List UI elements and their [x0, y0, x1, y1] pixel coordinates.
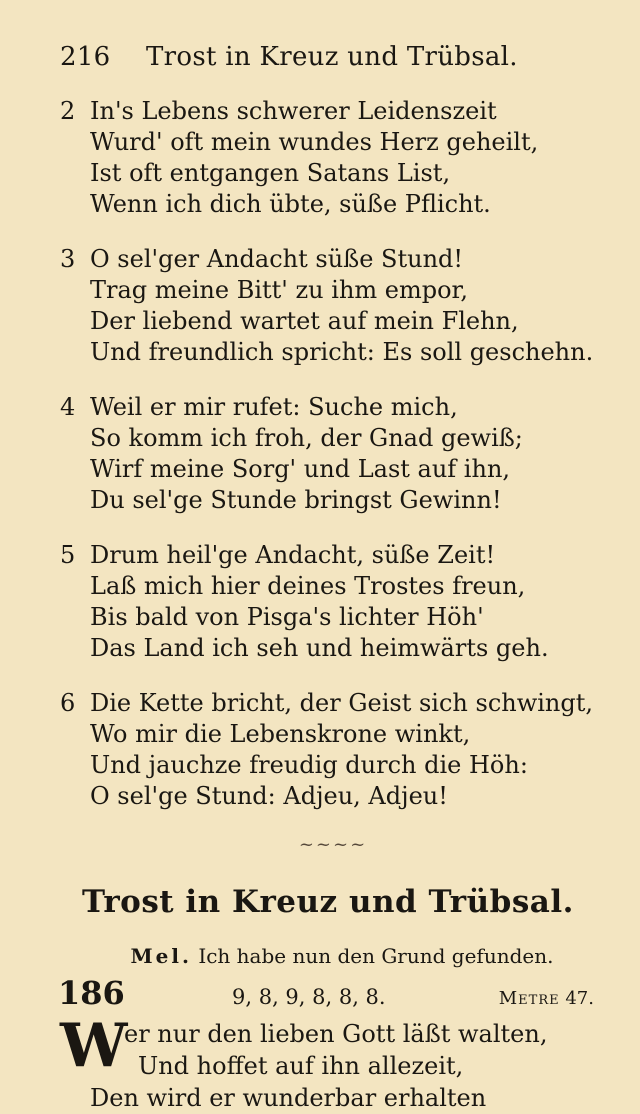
stanza-number: 2 [60, 97, 76, 125]
verse-line: Wenn ich dich übte, süße Pflicht. [90, 190, 491, 218]
mel-label: Mel. [130, 944, 192, 968]
tune-name: Ich habe nun den Grund gefunden. [198, 944, 554, 968]
stanza-lines [90, 392, 596, 516]
verse-line: Du sel'ge Stunde bringst Gewinn! [90, 486, 502, 514]
metre-reference [450, 988, 596, 1009]
stanza-number: 3 [60, 245, 76, 273]
metre-number: 47. [565, 988, 594, 1009]
drop-cap: W [60, 1011, 128, 1081]
stanza-3 [60, 244, 596, 368]
hymn-186-stanza-1 [60, 1011, 596, 1114]
verse-line: Wurd' oft mein wundes Herz geheilt, [90, 128, 539, 156]
verse-line: Und jauchze freudig durch die Höh: [90, 751, 528, 779]
stanza-lines [90, 96, 596, 220]
verse-line: Bis bald von Pisga's lichter Höh' [90, 603, 484, 631]
verse-line: Das Land ich seh und heimwärts geh. [90, 634, 549, 662]
verse-line: er nur den lieben Gott läßt walten, [124, 1020, 548, 1048]
verse-line: Wo mir die Lebenskrone winkt, [90, 720, 471, 748]
hymn-number-row [60, 974, 596, 1012]
metre-label: Metre [498, 988, 560, 1009]
running-title: Trost in Kreuz und Trübsal. [146, 42, 518, 72]
stanza-number: 6 [60, 689, 76, 717]
verse-line: So komm ich froh, der Gnad gewiß; [90, 424, 523, 452]
verse-line: Und freundlich spricht: Es soll geschehn. [90, 338, 594, 366]
page-header [60, 42, 596, 72]
verse-line: Die Kette bricht, der Geist sich schwingt, [90, 689, 594, 717]
verse-line: Und hoffet auf ihn allezeit, [138, 1052, 464, 1080]
verse-line: Weil er mir rufet: Suche mich, [90, 393, 458, 421]
verse-line: Wirf meine Sorg' und Last auf ihn, [90, 455, 511, 483]
stanza-6 [60, 688, 596, 812]
stanza-number: 4 [60, 393, 76, 421]
ornament-divider: ~~~~ [298, 834, 368, 855]
verse-line: Ist oft entgangen Satans List, [90, 159, 451, 187]
hymn-section-title: Trost in Kreuz und Trübsal. [82, 884, 574, 920]
verse-line: Drum heil'ge Andacht, süße Zeit! [90, 541, 496, 569]
tune-line [60, 942, 596, 970]
verse-line: O sel'ge Stund: Adjeu, Adjeu! [90, 782, 448, 810]
verse-line: In's Lebens schwerer Leidenszeit [90, 97, 497, 125]
verse-line: Laß mich hier deines Trostes freun, [90, 572, 526, 600]
stanza-lines [90, 540, 596, 664]
verse-line: O sel'ger Andacht süße Stund! [90, 245, 464, 273]
verse-line: Den wird er wunderbar erhalten [90, 1084, 487, 1112]
verse-line: Trag meine Bitt' zu ihm empor, [90, 276, 469, 304]
stanza-4 [60, 392, 596, 516]
stanza-5 [60, 540, 596, 664]
verse-line: Der liebend wartet auf mein Flehn, [90, 307, 519, 335]
hymn-number: 186 [58, 974, 125, 1012]
meter-pattern: 9, 8, 9, 8, 8, 8. [232, 985, 386, 1009]
stanza-lines [90, 244, 596, 368]
page-number: 216 [60, 42, 111, 72]
stanza-number: 5 [60, 541, 76, 569]
stanza-2 [60, 96, 596, 220]
stanza-lines [90, 688, 596, 812]
